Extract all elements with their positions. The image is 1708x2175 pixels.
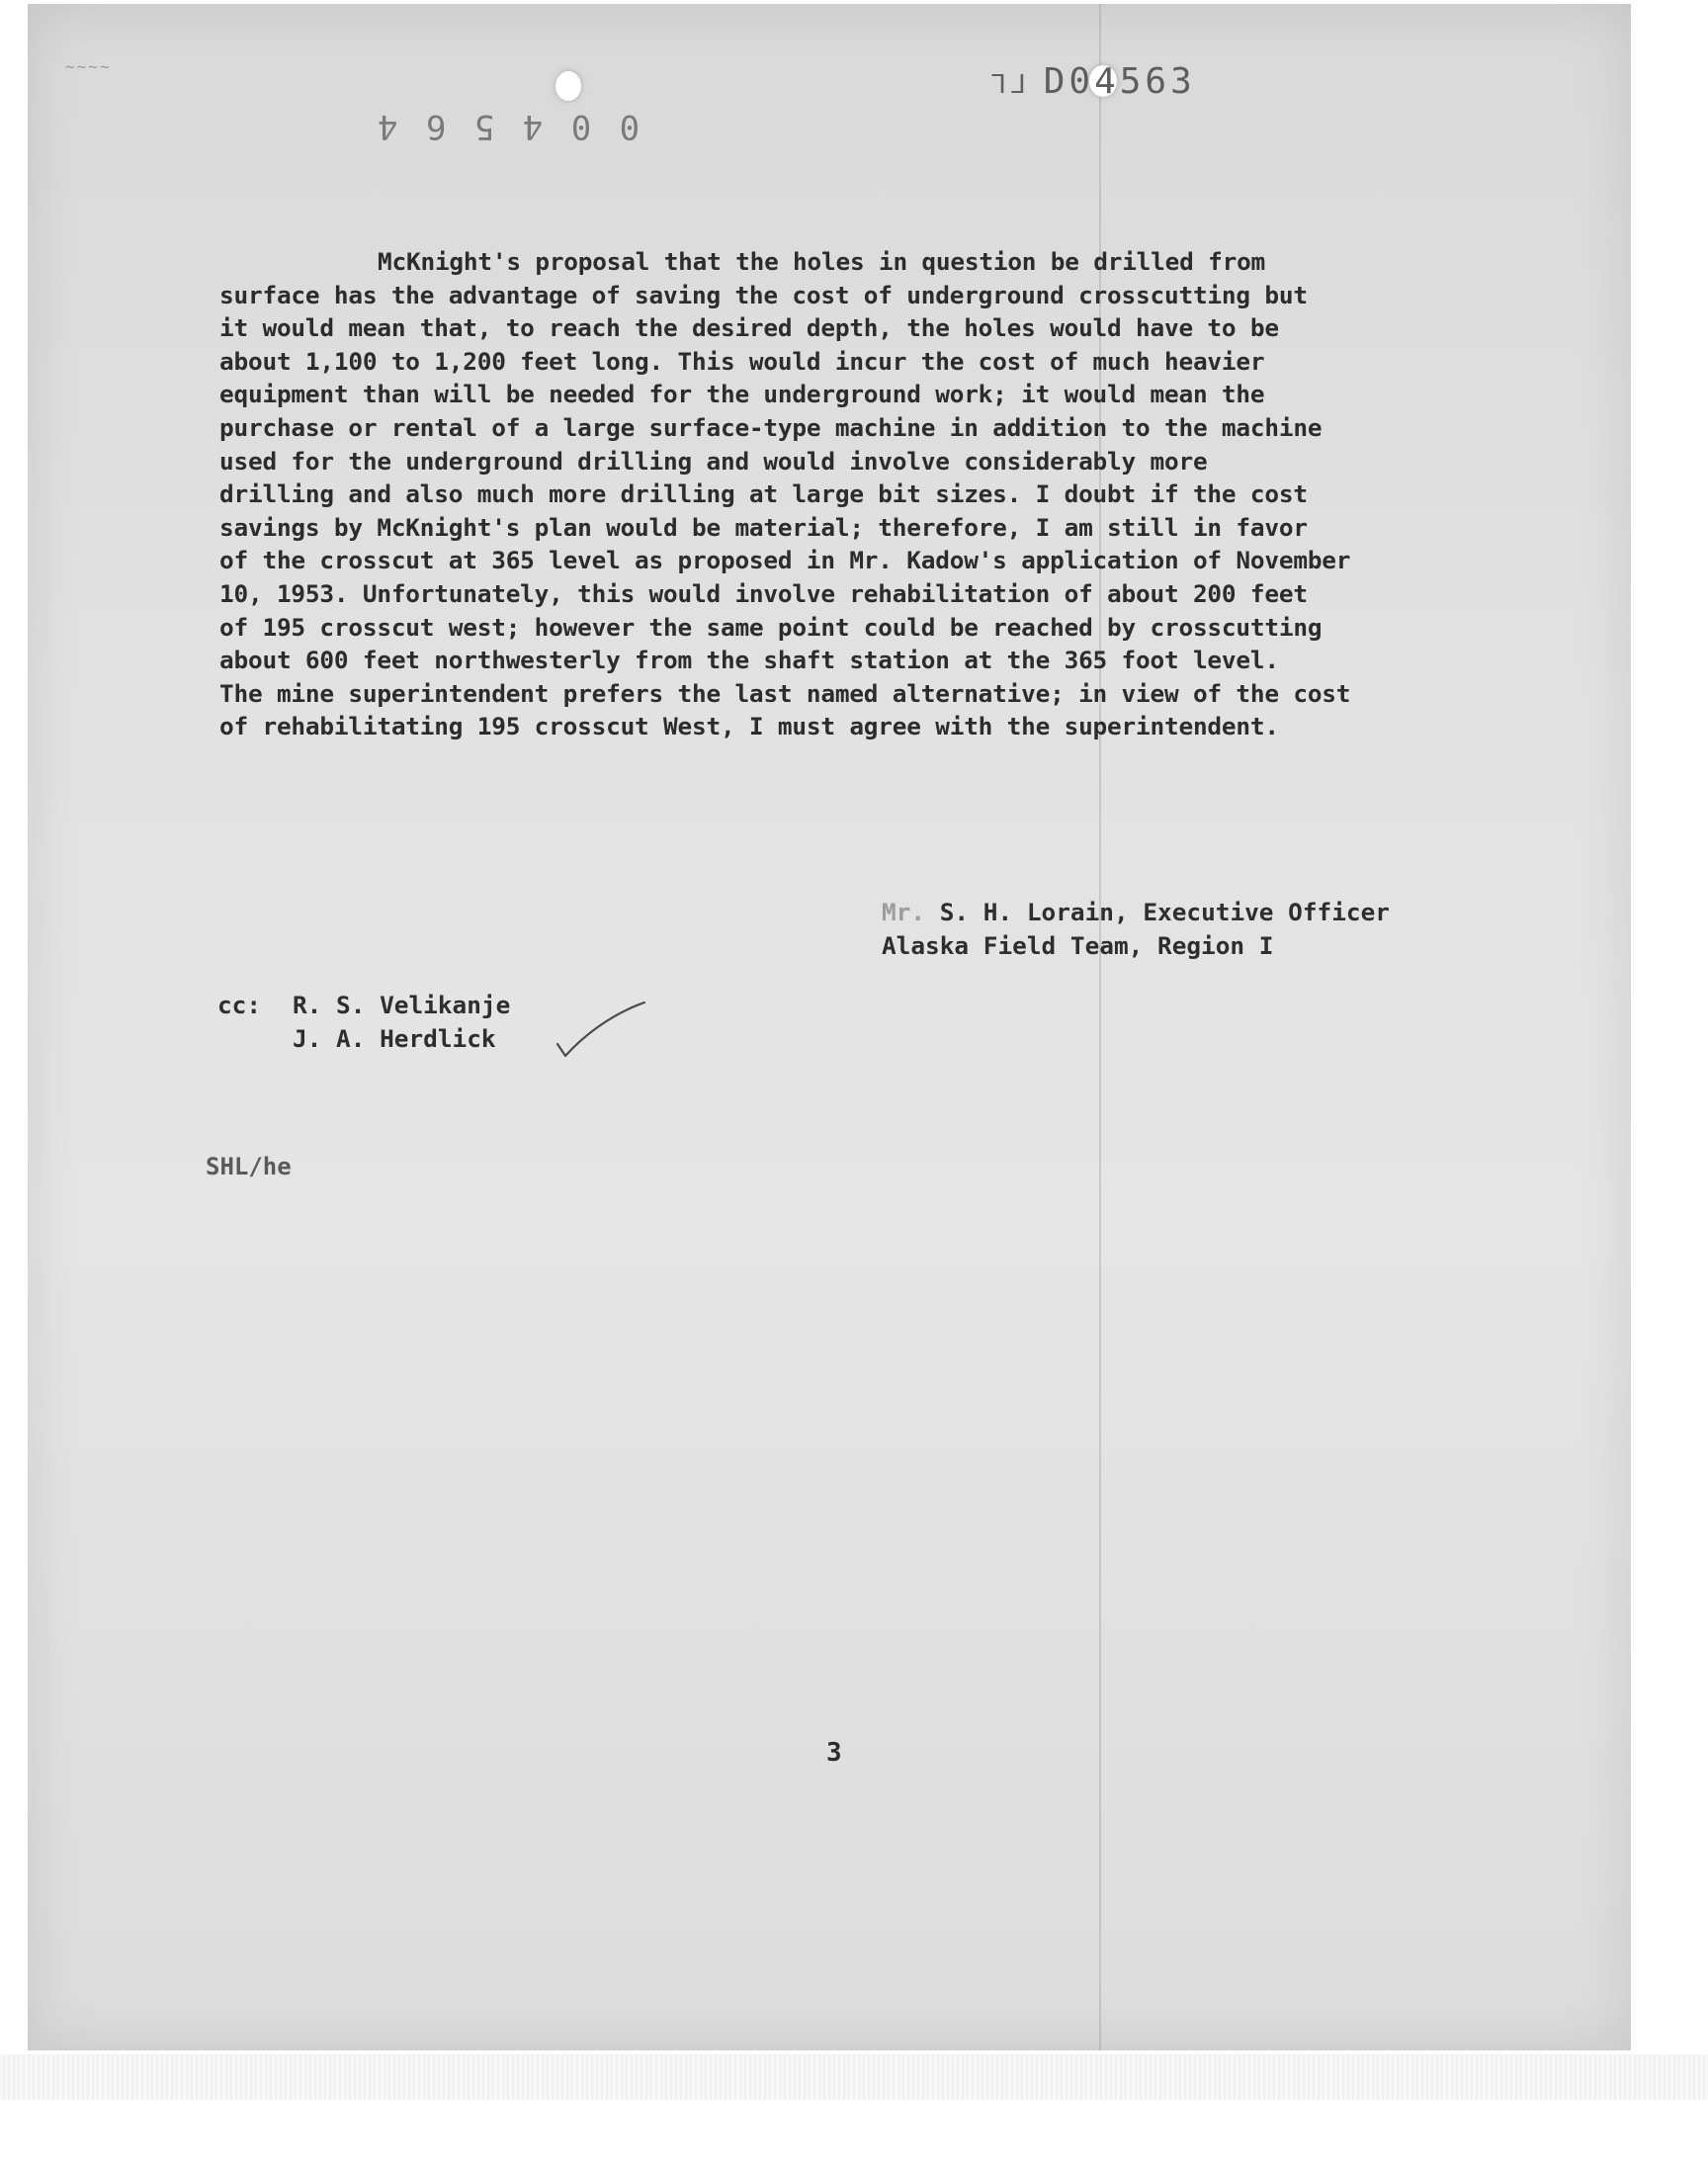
- body-line: purchase or rental of a large surface-type machine in addition to the machine: [219, 412, 1323, 442]
- body-line: of 195 crosscut west; however the same point could be reached by crosscutting: [219, 612, 1323, 642]
- document-number-right: [990, 61, 1196, 102]
- signature-line-2: Alaska Field Team, Region I: [882, 931, 1274, 960]
- body-line: of the crosscut at 365 level as proposed in Mr. Kadow's application of November: [219, 546, 1351, 575]
- checkmark-icon: [554, 1000, 648, 1062]
- body-line: it would mean that, to reach the desired depth, the holes would have to be: [219, 313, 1279, 343]
- scanner-edge-strip: [0, 2054, 1708, 2100]
- signature-line-1: [882, 896, 1390, 929]
- cc-block: [217, 989, 510, 1056]
- page-number: 3: [826, 1738, 842, 1768]
- body-line: about 1,100 to 1,200 feet long. This would incur the cost of much heavier: [219, 346, 1265, 376]
- document-number-left: 0 0 4 5 6 4: [374, 107, 640, 146]
- punch-hole: [555, 71, 581, 101]
- body-line: McKnight's proposal that the holes in question be drilled from: [378, 247, 1266, 276]
- body-line: about 600 feet northwesterly from the shaft station at the 365 foot level.: [219, 646, 1279, 675]
- document-number-value: D04563: [1043, 61, 1196, 102]
- body-line: used for the underground drilling and would involve considerably more: [219, 446, 1208, 476]
- body-line: of rehabilitating 195 crosscut West, I must agree with the superintendent.: [219, 712, 1279, 741]
- cc-row-1: [217, 989, 510, 1022]
- corner-stamp-mark: ~~~~: [65, 57, 112, 76]
- body-line: equipment than will be needed for the underground work; it would mean the: [219, 380, 1265, 409]
- document-number-prefix: ᒣᒧ: [990, 70, 1030, 100]
- body-line: surface has the advantage of saving the cost of underground crosscutting but: [219, 280, 1308, 309]
- cc-label: cc:: [217, 991, 262, 1019]
- signature-name-title: S. H. Lorain, Executive Officer: [939, 898, 1390, 926]
- typist-initials: SHL/he: [206, 1153, 292, 1180]
- body-line: drilling and also much more drilling at large bit sizes. I doubt if the cost: [219, 479, 1308, 509]
- body-line: The mine superintendent prefers the last named alternative; in view of the cost: [219, 678, 1351, 708]
- signature-block: [882, 896, 1390, 963]
- body-paragraph: [219, 245, 1524, 743]
- signature-prefix: Mr.: [882, 898, 926, 926]
- body-line: 10, 1953. Unfortunately, this would involve rehabilitation of about 200 feet: [219, 578, 1308, 608]
- cc-recipient: R. S. Velikanje: [293, 991, 511, 1019]
- cc-recipient: J. A. Herdlick: [293, 1024, 496, 1053]
- body-line: savings by McKnight's plan would be material; therefore, I am still in favor: [219, 512, 1308, 542]
